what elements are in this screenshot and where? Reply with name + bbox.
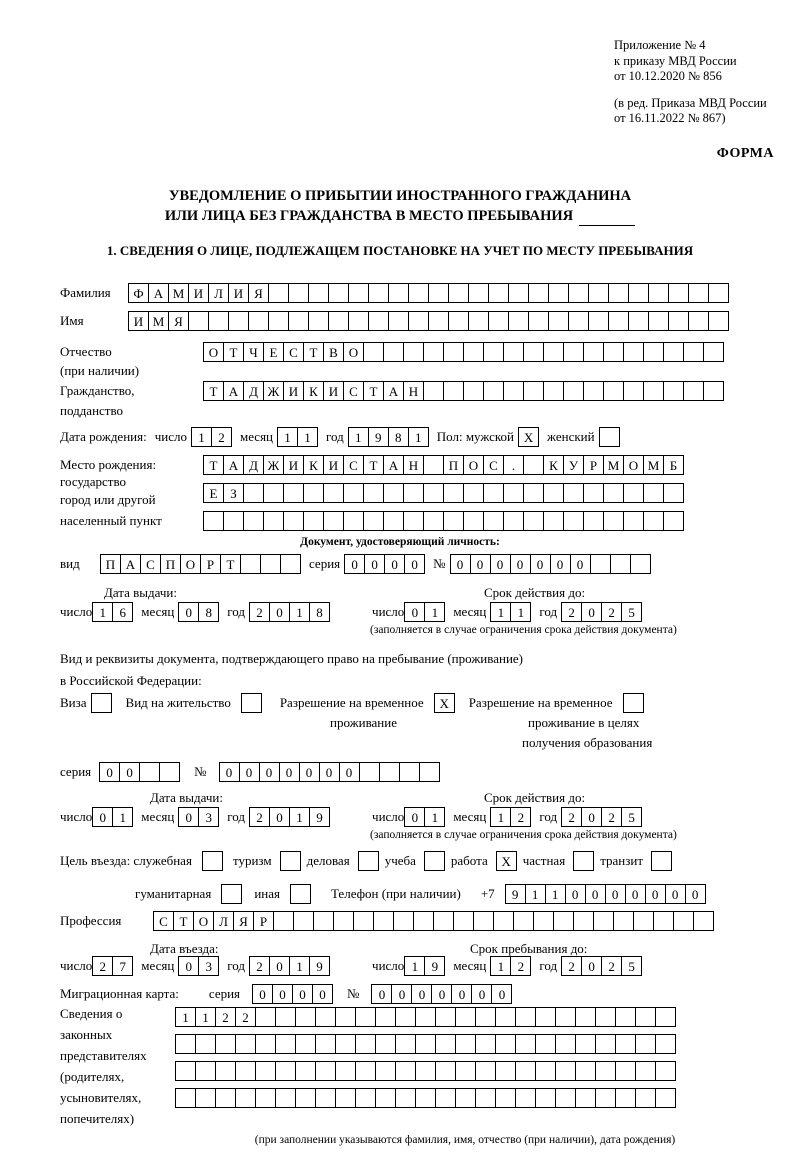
name-label: Имя — [60, 313, 84, 328]
stay-number-input[interactable]: 0 0 0 0 0 0 0 — [219, 762, 440, 782]
purpose-other-label: иная — [254, 886, 280, 901]
birthplace-input-line-1[interactable]: Т А Д Ж И К И С Т А Н П О С . К У Р М О М Б — [203, 455, 684, 475]
doc-valid-until-label: Срок действия до: — [484, 585, 586, 600]
sex-male-checkbox[interactable]: X — [518, 427, 539, 447]
patronymic-input[interactable]: О Т Ч Е С Т В О — [203, 342, 724, 362]
citizenship-row — [60, 381, 724, 401]
birthplace-row-3 — [203, 511, 684, 531]
purpose-transit-label: транзит — [600, 853, 644, 868]
legal-reps-input-3[interactable] — [175, 1061, 676, 1081]
entry-date-label: Дата въезда: — [150, 941, 219, 956]
legal-reps-label-5: усыновителях, — [60, 1090, 142, 1105]
legal-reps-label-3: представителях — [60, 1048, 147, 1063]
birthdate-label: Дата рождения: — [60, 429, 147, 444]
header-reference — [614, 38, 794, 127]
doc-number-input[interactable]: 0 0 0 0 0 0 0 — [450, 554, 651, 574]
legal-reps-label-1: Сведения о — [60, 1006, 123, 1021]
purpose-business-checkbox[interactable] — [358, 851, 379, 871]
purpose-humanitarian-checkbox[interactable] — [221, 884, 242, 904]
name-row — [60, 311, 729, 331]
stay-valid-day-label: число — [372, 809, 405, 824]
temp-residence-checkbox[interactable]: X — [434, 693, 455, 713]
migration-number-label: № — [347, 986, 360, 1001]
purpose-work-label: работа — [450, 853, 488, 868]
profession-row — [60, 911, 714, 931]
doc-issue-date-label: Дата выдачи: — [104, 585, 178, 600]
citizenship-sublabel: подданство — [60, 403, 124, 418]
document-title-line-1: УВЕДОМЛЕНИЕ О ПРИБЫТИИ ИНОСТРАННОГО ГРАЖДАНИНА — [168, 188, 632, 204]
entry-month-input[interactable]: 0 3 — [178, 956, 219, 976]
document-title — [0, 186, 800, 226]
entry-year-label: год — [227, 958, 246, 973]
birthplace-sub-1: государство — [60, 474, 126, 489]
header-line-5: от 16.11.2022 № 867) — [614, 111, 726, 125]
header-line-1: Приложение № 4 — [614, 38, 706, 52]
legal-reps-label-6: попечителях) — [60, 1111, 135, 1126]
entry-year-input[interactable]: 2 0 1 9 — [249, 956, 330, 976]
residence-checkbox[interactable] — [241, 693, 262, 713]
doc-issue-month-label: месяц — [141, 604, 175, 619]
stay-doc-heading-1: Вид и реквизиты документа, подтверждающего право на пребывание (проживание) — [60, 651, 524, 666]
legal-reps-input-4[interactable] — [175, 1088, 676, 1108]
edu-residence-label-2: проживание в целях — [528, 715, 640, 730]
stay-doc-footnote: (заполняется в случае ограничения срока действия документа) — [370, 829, 677, 841]
doc-number-label: № — [433, 556, 446, 571]
patronymic-label: Отчество — [60, 344, 112, 359]
phone-input[interactable]: 9 1 1 0 0 0 0 0 0 0 — [505, 884, 706, 904]
stay-issue-year-input[interactable]: 2 0 1 9 — [249, 807, 330, 827]
birthplace-input-line-3[interactable] — [203, 511, 684, 531]
stay-valid-until-label: Срок действия до: — [484, 790, 586, 805]
birth-year-input[interactable]: 1 9 8 1 — [348, 427, 429, 447]
doc-issue-year-label: год — [227, 604, 246, 619]
purpose-study-label: учеба — [384, 853, 416, 868]
temp-residence-label-2: проживание — [330, 715, 397, 730]
stay-valid-month-label: месяц — [453, 809, 487, 824]
entry-day-label: число — [60, 958, 93, 973]
migration-number-input[interactable]: 0 0 0 0 0 0 0 — [371, 984, 512, 1004]
stay-valid-year-label: год — [539, 809, 558, 824]
doc-issue-day-input[interactable]: 1 6 — [92, 602, 133, 622]
section-1-title: 1. СВЕДЕНИЯ О ЛИЦЕ, ПОДЛЕЖАЩЕМ ПОСТАНОВКЕ НА УЧЕТ ПО МЕСТУ ПРЕБЫВАНИЯ — [106, 243, 694, 258]
purpose-study-checkbox[interactable] — [424, 851, 445, 871]
migration-series-label: серия — [208, 986, 241, 1001]
legal-reps-input-1[interactable]: 1 1 2 2 — [175, 1007, 676, 1027]
stay-issue-day-input[interactable]: 0 1 — [92, 807, 133, 827]
entry-day-input[interactable]: 2 7 — [92, 956, 133, 976]
identity-doc-row — [60, 554, 651, 574]
birth-month-label: месяц — [239, 429, 274, 444]
purpose-row-2 — [135, 884, 706, 904]
temp-residence-label: Разрешение на временное — [279, 695, 424, 710]
purpose-private-label: частная — [522, 853, 566, 868]
purpose-label: Цель въезда: служебная — [60, 853, 192, 868]
header-line-4: (в ред. Приказа МВД России — [614, 95, 767, 110]
purpose-business-label: деловая — [306, 853, 350, 868]
citizenship-label: Гражданство, — [60, 383, 135, 398]
migration-card-row — [60, 984, 512, 1004]
birthplace-sub-3: населенный пункт — [60, 513, 162, 528]
birthdate-row — [60, 427, 620, 447]
birthplace-row-2 — [203, 483, 684, 503]
phone-label: Телефон (при наличии) — [330, 886, 461, 901]
doc-valid-month-label: месяц — [453, 604, 487, 619]
header-line-2: к приказу МВД России — [614, 53, 737, 68]
surname-label: Фамилия — [60, 285, 111, 300]
purpose-transit-checkbox[interactable] — [651, 851, 672, 871]
stay-valid-day-input[interactable]: 0 1 — [404, 807, 445, 827]
stay-series-input[interactable]: 0 0 — [99, 762, 180, 782]
stay-doc-types-row — [60, 693, 644, 713]
legal-reps-label-2: законных — [60, 1027, 113, 1042]
stay-until-label: Срок пребывания до: — [470, 941, 588, 956]
stay-until-day-label: число — [372, 958, 405, 973]
sex-male-label: Пол: мужской — [436, 429, 515, 444]
surname-row — [60, 283, 729, 303]
stay-doc-heading-2: в Российской Федерации: — [60, 673, 202, 688]
legal-reps-input-2[interactable] — [175, 1034, 676, 1054]
migration-series-input[interactable]: 0 0 0 0 — [252, 984, 333, 1004]
doc-valid-year-input[interactable]: 2 0 2 5 — [561, 602, 642, 622]
edu-residence-label-3: получения образования — [522, 735, 653, 750]
sex-female-checkbox[interactable] — [599, 427, 620, 447]
visa-label: Виза — [60, 695, 87, 710]
stay-valid-year-input[interactable]: 2 0 2 5 — [561, 807, 642, 827]
birthplace-row-1 — [60, 455, 684, 475]
document-title-line-2: ИЛИ ЛИЦА БЕЗ ГРАЖДАНСТВА В МЕСТО ПРЕБЫВАНИЯ — [164, 208, 574, 224]
stay-until-year-label: год — [539, 958, 558, 973]
stay-number-label: № — [194, 764, 207, 779]
edu-residence-label: Разрешение на временное — [468, 695, 613, 710]
legal-reps-row-3 — [175, 1061, 676, 1081]
birth-day-input[interactable]: 1 2 — [191, 427, 232, 447]
birth-month-input[interactable]: 1 1 — [277, 427, 318, 447]
stay-until-month-label: месяц — [453, 958, 487, 973]
stay-issue-date-label: Дата выдачи: — [150, 790, 224, 805]
purpose-service-checkbox[interactable] — [202, 851, 223, 871]
doc-valid-day-label: число — [372, 604, 405, 619]
title-blank-line — [579, 211, 635, 226]
profession-label: Профессия — [60, 913, 122, 928]
doc-issue-day-label: число — [60, 604, 93, 619]
surname-input[interactable]: Ф А М И Л И Я — [128, 283, 729, 303]
doc-series-label: серия — [309, 556, 341, 571]
identity-doc-heading: Документ, удостоверяющий личность: — [300, 536, 500, 548]
citizenship-input[interactable]: Т А Д Ж И К И С Т А Н — [203, 381, 724, 401]
phone-prefix: +7 — [480, 886, 495, 901]
stay-until-year-input[interactable]: 2 0 2 5 — [561, 956, 642, 976]
doc-valid-month-input[interactable]: 1 1 — [490, 602, 531, 622]
legal-reps-footnote: (при заполнении указываются фамилия, имя, отчество (при наличии), дата рождения) — [254, 1134, 676, 1146]
sex-female-label: женский — [547, 429, 595, 444]
stay-valid-month-input[interactable]: 1 2 — [490, 807, 531, 827]
birth-year-label: год — [326, 429, 344, 444]
entry-month-label: месяц — [141, 958, 175, 973]
purpose-other-checkbox[interactable] — [290, 884, 311, 904]
doc-issue-year-input[interactable]: 2 0 1 8 — [249, 602, 330, 622]
residence-label: Вид на жительство — [125, 695, 231, 710]
doc-issue-month-input[interactable]: 0 8 — [178, 602, 219, 622]
doc-valid-year-label: год — [539, 604, 558, 619]
birth-day-label: число — [154, 429, 187, 444]
identity-doc-footnote: (заполняется в случае ограничения срока действия документа) — [370, 624, 677, 636]
purpose-row — [60, 851, 672, 871]
visa-checkbox[interactable] — [91, 693, 112, 713]
purpose-work-checkbox[interactable]: X — [496, 851, 517, 871]
stay-until-month-input[interactable]: 1 2 — [490, 956, 531, 976]
doc-type-input[interactable]: П А С П О Р Т — [100, 554, 301, 574]
stay-series-label: серия — [60, 764, 92, 779]
legal-reps-row-2 — [175, 1034, 676, 1054]
purpose-tourism-label: туризм — [232, 853, 272, 868]
birthplace-input-line-2[interactable]: Е З — [203, 483, 684, 503]
name-input[interactable]: И М Я — [128, 311, 729, 331]
doc-valid-day-input[interactable]: 0 1 — [404, 602, 445, 622]
header-line-3: от 10.12.2020 № 856 — [614, 69, 722, 83]
purpose-private-checkbox[interactable] — [573, 851, 594, 871]
form-word: ФОРМА — [716, 146, 774, 161]
purpose-tourism-checkbox[interactable] — [280, 851, 301, 871]
legal-reps-row-1 — [175, 1007, 676, 1027]
edu-residence-checkbox[interactable] — [623, 693, 644, 713]
birthplace-label: Место рождения: — [60, 457, 157, 472]
stay-until-day-input[interactable]: 1 9 — [404, 956, 445, 976]
doc-series-input[interactable]: 0 0 0 0 — [344, 554, 425, 574]
stay-issue-day-label: число — [60, 809, 93, 824]
patronymic-row — [60, 342, 724, 362]
entry-dates-row — [60, 956, 642, 976]
stay-issue-month-label: месяц — [141, 809, 175, 824]
birthplace-sub-2: город или другой — [60, 492, 156, 507]
stay-doc-series-row — [60, 762, 440, 782]
legal-reps-row-4 — [175, 1088, 676, 1108]
patronymic-sublabel: (при наличии) — [60, 363, 140, 378]
purpose-humanitarian-label: гуманитарная — [135, 886, 212, 901]
stay-issue-month-input[interactable]: 0 3 — [178, 807, 219, 827]
legal-reps-label-4: (родителях, — [60, 1069, 125, 1084]
identity-doc-dates-row — [60, 602, 642, 622]
stay-doc-dates-row — [60, 807, 642, 827]
profession-input[interactable]: С Т О Л Я Р — [153, 911, 714, 931]
stay-issue-year-label: год — [227, 809, 246, 824]
migration-card-label: Миграционная карта: — [60, 986, 179, 1001]
doc-type-label: вид — [60, 556, 80, 571]
